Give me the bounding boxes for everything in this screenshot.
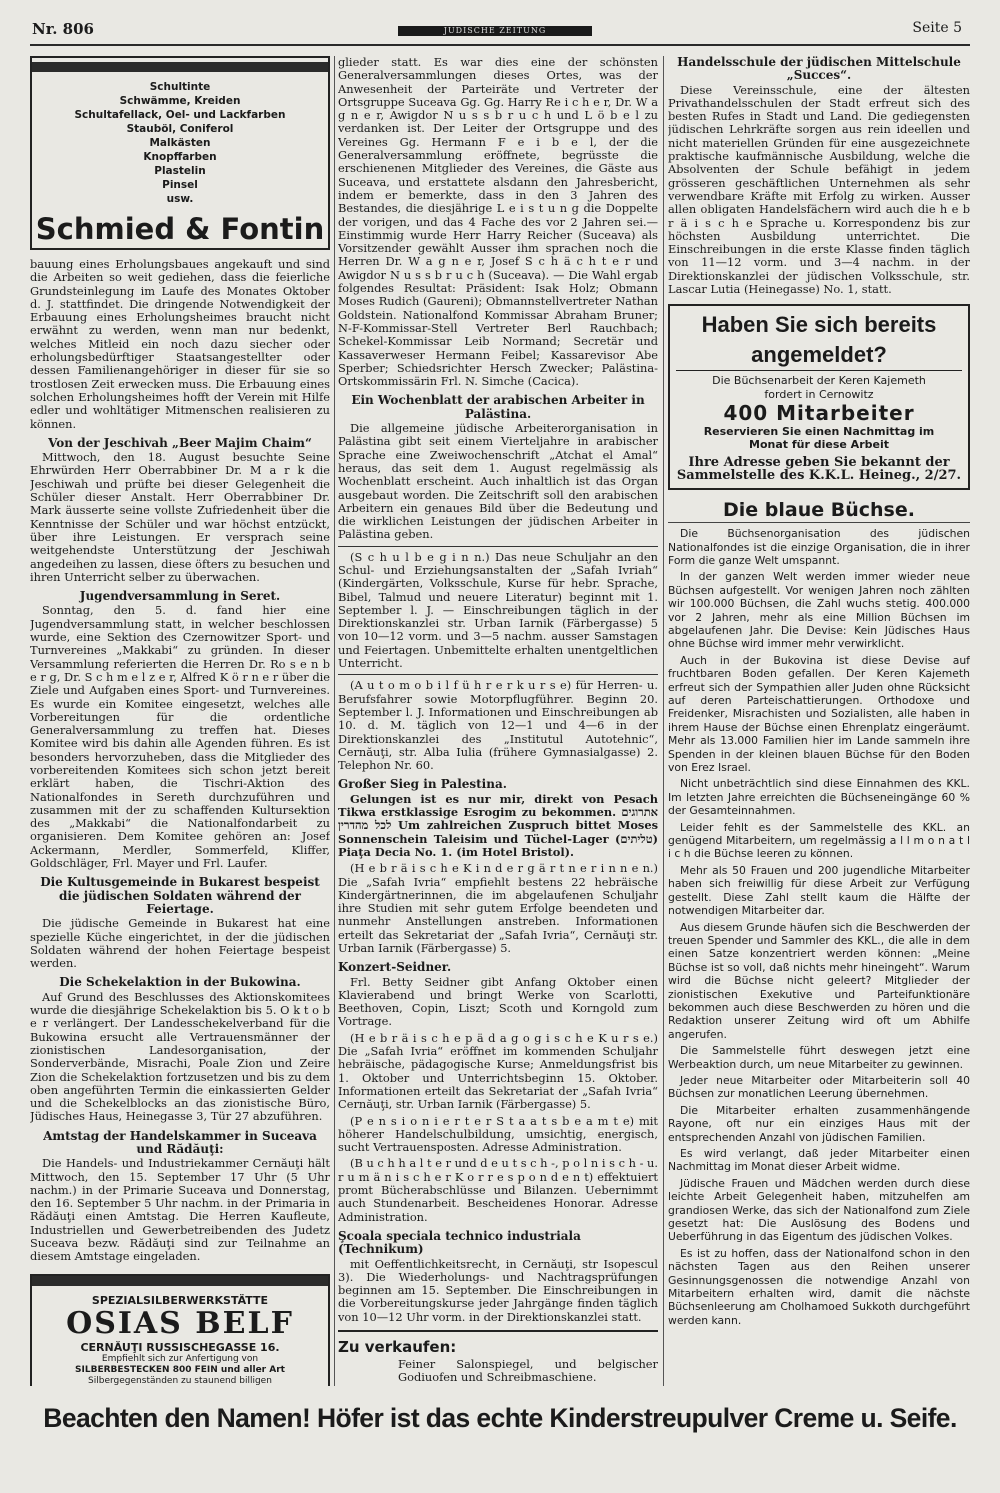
ad-line: Empfiehlt sich zur Anfertigung von xyxy=(101,1354,259,1365)
column-1 xyxy=(30,56,330,1386)
notice-paragraph: (A u t o m o b i l f ü h r e r k u r s e) für Herren- u. Berufsfahrer sowie Motorpflugführer. Beginn 20. September l. J. Informationen und Einschreibungen ab 10. d. M. täglich von 12—1 und 4—6 in der Direktionskanzlei des „Institutul Autotehnic“, Cernăuţi, str. Alba Iulia (frühere Gymnasialgasse) 2. Telephon Nr. 60. xyxy=(338,678,658,773)
article-heading: Ein Wochenblatt der arabischen Arbeiter in Palästina. xyxy=(351,393,645,421)
notice-paragraph: (B u c h h a l t e r und d e u t s c h -, p o l n i s c h - u. r u m ä n i s c h e r K o r r e s p o n d e n t) effektuiert promt Bücherabschlüsse und Bilanzen. Uebernimmt auch Stundenarbeit. Bescheidenes Honorar. Adresse Administration. xyxy=(338,1156,658,1224)
ad-line: Schwämme, Kreiden xyxy=(119,95,241,107)
article-heading: Die Schekelaktion in der Bukowina. xyxy=(59,975,301,990)
column-divider xyxy=(663,56,664,1386)
article-blaue-buechse xyxy=(668,498,970,1327)
classified-text: Feiner Salonspiegel, und belgischer Godiuofen und Schreibmaschiene. xyxy=(398,1357,658,1385)
classified-heading: Zu verkaufen: xyxy=(338,1338,457,1357)
ad-line: Stauböl, Coniferol xyxy=(126,123,234,135)
article-paragraph: Aus diesem Grunde häufen sich die Beschwerden der treuen Spender und Sammler des KKL., die alle in dem einen Satze konzentriert werden können: „Meine Büchse ist so voll, daß nichts mehr hineingeht“. Warum wird die Büchse nicht geleert? Mitglieder der zionistischen Exekutive und Parteifunktionäre bekommen auch diese Beschwerden zu hören und die Redaktion unserer Zeitung wird oft um Abhilfe angerufen. xyxy=(668,920,970,1041)
ad-company-name: OSIAS BELF xyxy=(66,1305,294,1341)
ad-company-name: Schmied & Fontin xyxy=(35,212,325,246)
divider xyxy=(338,1330,658,1332)
article-paragraph: Die Sammelstelle führt deswegen jetzt eine Werbeaktion durch, um neue Mitarbeiter zu gewinnen. xyxy=(668,1044,970,1071)
ad-address: CERNĂUŢI RUSSISCHEGASSE 16. xyxy=(80,1340,280,1354)
ad-line: Plastelin xyxy=(154,165,206,177)
article-paragraph: Diese Vereinsschule, eine der ältesten Privathandelsschulen der Stadt erfreut sich des besten Rufes in Stadt und Land. Die gediegensten jüdischen Lehrkräfte sorgen aus rein ideellen und nicht materiellen Gründen für eine ausgezeichnete praktische kaufmännische Ausbildung, welche die Absolventen der Schule befähigt in jedem grösseren geschäftlichen Unternehmen als sehr verwendbare Kräfte mit Erfolg zu wirken. Ausser allen obligaten Handelsfächern wird auch die h e b r ä i s c h e Sprache u. Korrespondenz bis zur höchsten Ausbildung unterrichtet. Die Einschreibungen in die erste Klasse finden täglich von 11—12 vorm. und 3—4 nachm. in der Direktionskanzlei der jüdischen Volksschule, str. Lascar Lutia (Heinegasse) No. 1, statt. xyxy=(668,82,970,297)
article-paragraph: In der ganzen Welt werden immer wieder neue Büchsen aufgestellt. Vor wenigen Jahren noch zählten wir 100.000 Büchsen, die Zahl wuchs stetig. 400.000 vor 2 Jahren, mehr als eine Million Büchsen im abgelaufenen Jahr. Die Devise: Kein Jüdisches Haus ohne Büchse wird immer mehr verwirklicht. xyxy=(668,570,970,651)
ad-line: Schultinte xyxy=(149,81,211,93)
article-paragraph: Auf Grund des Beschlusses des Aktionskomitees wurde die diesjährige Schekelaktion bis 5. O k t o b e r verlängert. Der Landesschekelverband für die Bukowina ersucht alle Vertrauensmänner der zionistischen Landesorganisation, der Sonderverbände, Misrachi, Poale Zion und Zeire Zion die Schekelaktion fortzusetzen und bis zu dem oben angeführten Termin die einkassierten Gelder und die Schekelblocks an das zionistische Büro, Jüdisches Haus, Heinegasse 3, Tür 27 abzuführen. xyxy=(30,989,330,1124)
page-label: Seite 5 xyxy=(912,20,962,36)
article-heading: Von der Jeschivah „Beer Majim Chaim“ xyxy=(48,435,312,450)
ad-bar xyxy=(32,1276,328,1286)
page-number: Nr. 806 xyxy=(32,20,94,38)
ad-mitarbeiter: 400 Mitarbeiter xyxy=(723,400,915,425)
article-paragraph: Mehr als 50 Frauen und 200 jugendliche Mitarbeiter haben sich freiwillig für diese Arbeit zur Verfügung gestellt. Diese Zahl stellt kaum die Hälfte der notwendigen Mitarbeiter dar. xyxy=(668,863,970,918)
ad-line: Reservieren Sie einen Nachmittag im xyxy=(703,424,935,438)
notice-paragraph: Frl. Betty Seidner gibt Anfang Oktober einen Klavierabend und bringt Werke von Scarlotti, Beethoven, Copin, Liszt; Scoth und Korngold zum Vortrage. xyxy=(338,974,658,1029)
divider xyxy=(338,546,658,547)
article-title: Die blaue Büchse. xyxy=(668,498,970,523)
ad-line: Silbergegenständen zu staunend billigen xyxy=(88,1376,272,1386)
ad-line: Knopffarben xyxy=(143,151,217,163)
notice-paragraph: Gelungen ist es nur mir, direkt von Pesach Tikwa erstklassige Esrogim zu bekommen. אתרוגים לכל מהדרין Um zahlreichen Zuspruch bittet Moses Sonnenschein Taleisim und Tüchel-Lager (טליתים) Piaţa Decia No. 1. (im Hotel Bristol). xyxy=(338,791,658,859)
notice-paragraph: (H e b r ä i s c h e p ä d a g o g i s c h e K u r s e.) Die „Safah Ivria“ eröffnet im kommenden Schuljahr hebräische, pädagogische Kurse; Anmeldungsfrist bis 1. Oktober und Unterrichtsbeginn 15. Oktober. Informationen erteilt das Sekretariat der „Safah Ivria“ Cernăuţi, str. Urban Iarnik (Färbergasse) 5. xyxy=(338,1030,658,1112)
article-paragraph: glieder statt. Es war dies eine der schönsten Generalversammlungen dieses Ortes, was der Anwesenheit der Parteiräte und Vertreter der Ortsgruppe Suceava Gg. Gg. Harry Re i c h e r, Dr. W a g n e r, Awigdor N u s s b r u c h und L ö b e l zu verdanken ist. Der Leiter der Ortsgruppe und des Vereines Gg. Hermann F e i b e l, der die Generalversammlung eröffnete, begrüsste die erschienenen Mitglieder des Vereines, die Gäste aus Suceava, und erstattete alsdann den Jahresbericht, indem er bemerkte, dass in den 3 Jahren des Bestandes, die diesjährige L e i s t u n g die Doppelte der vorigen, und das 4 Fache des vor 2 Jahren sei.—Einstimmig wurde Herr Harry Reicher (Suceava) als Vorsitzender gewählt Ausser ihm sprachen noch die Herren Dr. W a g n e r, Josef S c h ä c h t e r und Awigdor N u s s b r u c h (Suceava). — Die Wahl ergab folgendes Resultat: Präsident: Isak Holz; Obmann Moses Rudich (Gaureni); Obmannstellvertreter Nathan Goldstein. Nationalfond Kommissar Abraham Bruner; N-F-Kommissar-Stell Vertreter Berl Rauchbach; Schekel-Kommissar Leib Normand; Secretär und Kassaverweser Hermann Feibel; Kassarevisor Abe Sperber; Schiedsrichter Hersch Zwecker; Palästina-Ortskommissärin Frl. N. Simche (Cacica). xyxy=(338,56,658,389)
article-paragraph: Leider fehlt es der Sammelstelle des KKL. an genügend Mitarbeitern, um regelmässig a l l m o n a t l i c h die Büchse leeren zu können. xyxy=(668,820,970,861)
ad-osias-belf xyxy=(30,1274,330,1386)
notice-paragraph: (P e n s i o n i e r t e r S t a a t s b e a m t e) mit höherer Handelschulbildung, umsichtig, energisch, sucht Vertrauensposten. Adresse Administration. xyxy=(338,1113,658,1155)
article-heading: Die Kultusgemeinde in Bukarest bespeist die jüdischen Soldaten während der Feiertage. xyxy=(40,875,320,916)
column-3 xyxy=(668,56,970,1386)
masthead: JÜDISCHE ZEITUNG xyxy=(398,26,592,36)
article-paragraph: Es ist zu hoffen, dass der Nationalfond schon in den nächsten Tagen aus den Reihen unserer Gesinnungsgenossen die notwendige Anzahl von Mitarbeitern erhalten wird, damit die nächste Büchsenleerung am Cholhamoed Sukkoth durchgeführt werden kann. xyxy=(668,1246,970,1327)
article-heading: Handelsschule der jüdischen Mittelschule „Succes“. xyxy=(677,56,961,83)
article-paragraph: Jüdische Frauen und Mädchen werden durch diese leichte Arbeit Gelegenheit haben, mitzuhelfen am grandiosen Werke, das sich der Nationalfond zum Ziele gesetzt hat: Die Auslösung des Bodens und Ueberführung in das Eigentum des jüdischen Volkes. xyxy=(668,1176,970,1244)
divider xyxy=(338,674,658,675)
article-paragraph: Die Handels- und Industriekammer Cernăuţi hält Mittwoch, den 15. September 17 Uhr (5 Uhr nachm.) in der Primarie Suceava und Donnerstag, den 16. September 5 Uhr nachm. in der Primaria in Rădăuţi einen Amtstag. Die Herren Kaufleute, Industriellen und Gewerbetreibenden des Judetz Suceava bezw. Rădăuţi sind zur Teilnahme an diesem Amtstage eingeladen. xyxy=(30,1156,330,1264)
ad-line: Sammelstelle des K.K.L. Heineg., 2/27. xyxy=(676,467,962,483)
article-paragraph: Jeder neue Mitarbeiter oder Mitarbeiterin soll 40 Büchsen zur monatlichen Leerung übernehmen. xyxy=(668,1073,970,1101)
ad-line: Pinsel xyxy=(162,179,198,191)
footer-advertisement: Beachten den Namen! Höfer ist das echte Kinderstreupulver Creme u. Seife. xyxy=(43,1403,957,1433)
article-paragraph: Die allgemeine jüdische Arbeiterorganisation in Palästina gibt seit einem Vierteljahre in arabischer Sprache eine Zweiwochenschrift „Atchat el Amal“ heraus, das seit dem 1. August regelmässig als Wochenblatt erscheint. Auch inhaltlich ist das Organ ausgebaut worden. Die Zeitschrift soll den arabischen Arbeitern ein genaues Bild über die Bedeutung und die wirklichen Leistungen der jüdischen Arbeiter in Palästina geben. xyxy=(338,421,658,542)
notice-paragraph: (S c h u l b e g i n n.) Das neue Schuljahr an den Schul- und Erziehungsanstalten der „Safah Ivriah“ (Kindergärten, Volksschule, Kurse für hebr. Sprache, Bibel, Talmud und neuere Literatur) beginnt mit 1. September l. J. — Einschreibungen täglich in der Direktionskanzlei str. Urban Iarnik (Färbergasse) 5 von 10—12 vorm. und 3—5 nachm. ausser Samstagen und Feiertagen. Unbemittelte erhalten unentgeltlichen Unterricht. xyxy=(338,549,658,671)
article-paragraph: Mittwoch, den 18. August besuchte Seine Ehrwürden Herr Oberrabbiner Dr. M a r k die Jeschiwah und prüfte bei dieser Gelegenheit die Schüler dieser Anstalt. Herr Oberrabbiner Dr. Mark äusserte seine vollste Zufriedenheit über die Kenntnisse der Schüler und war höchst entzückt, über ihre Leistungen. Er versprach seine weitgehendste Unterstützung der Jeschiwah angedeihen zu lassen, diese öfters zu besuchen und ihren Unterricht selber zu überwachen. xyxy=(30,450,330,584)
article-heading: Amtstag der Handelskammer in Suceava und Rădăuţi: xyxy=(43,1128,317,1156)
article-paragraph: Auch in der Bukovina ist diese Devise auf fruchtbaren Boden gefallen. Der Keren Kajemeth erfreut sich der Sympathien aller Juden ohne Rücksicht auf deren Parteischattierungen. Orthodoxe und Freidenker, Misrachisten und Sozialisten, alle haben in ihrem Hause der Büchse einen Ehrenplatz eingeräumt. Mehr als 13.000 Familien hier im Lande sammeln ihre Spenden in der kleinen blauen Büchse für den Boden von Erez Israel. xyxy=(668,653,970,775)
article-paragraph: Die jüdische Gemeinde in Bukarest hat eine spezielle Küche eingerichtet, in der die jüdischen Soldaten während der hohen Feiertage bespeist werden. xyxy=(30,916,330,971)
ad-line: Monat für diese Arbeit xyxy=(749,438,889,452)
ad-line: Schultafellack, Oel- und Lackfarben xyxy=(74,109,286,121)
column-divider xyxy=(334,56,335,1386)
ad-bar xyxy=(32,62,328,72)
ad-line: SILBERBESTECKEN 800 FEIN und aller Art xyxy=(75,1365,285,1376)
article-heading: Konzert-Seidner. xyxy=(338,960,452,975)
article-paragraph: Die Mitarbeiter erhalten zusammenhängende Rayone, oft nur ein einziges Haus mit der entsprechenden Anzahl von jüdischen Familien. xyxy=(668,1103,970,1144)
article-paragraph: bauung eines Erholungsbaues angekauft und sind die Arbeiten so weit gediehen, dass die feierliche Grundsteinlegung im Laufe des Monates Oktober d. J. stattfindet. Die dringende Notwendigkeit der Erbauung eines Erholungsheimes braucht nicht erwähnt zu werden, wenn man nur bedenkt, welches Mitleid ein noch dazu siecher oder erholungsbedürftiger Staatsangestellter oder dessen Familienangehöriger in dieser für sie so trostlosen Zeit erwecken muss. Die Erbauung eines solchen Erholungsheimes hofft der Verein mit Hilfe edler und wohltätiger Mitmenschen realisieren zu können. xyxy=(30,257,330,431)
ad-line: Malkästen xyxy=(149,137,211,149)
ad-line: SPEZIALSILBERWERKSTÄTTE xyxy=(91,1293,269,1307)
ad-line: usw. xyxy=(166,193,194,205)
article-heading: Jugendversammlung in Seret. xyxy=(79,589,281,604)
ad-schmied-fontin xyxy=(30,56,330,250)
notice-paragraph: (H e b r ä i s c h e K i n d e r g ä r t n e r i n n e n.) Die „Safah Ivria“ empfiehlt bestens 22 hebräische Kindergärtnerinnen, die im abgelaufenen Schuljahr ihre Studien mit sehr gutem Erfolge beendeten und nunmehr Anstellungen anstreben. Informationen erteilt das Sekretariat der „Safah Ivria“, Cernăuţi str. Urban Iarnik (Färbergasse) 5. xyxy=(338,861,658,955)
ad-headline: Haben Sie sich bereits angemeldet? xyxy=(676,310,962,371)
article-heading: Großer Sieg in Palestina. xyxy=(338,777,507,792)
notice-paragraph: mit Oeffentlichkeitsrecht, in Cernăuţi, str Isopescul 3). Die Wiederholungs- und Nachtragsprüfungen beginnen am 15. September. Die Einschreibungen in die Vorbereitungskurse jeder Jahrgänge finden täglich von 10—12 Uhr vorm. in der Direktionskanzlei statt. xyxy=(338,1256,658,1324)
article-paragraph: Die Büchsenorganisation des jüdischen Nationalfondes ist die einzige Organisation, die in ihrer Form die ganze Welt umspannt. xyxy=(668,527,970,567)
ad-line: Die Büchsenarbeit der Keren Kajemeth xyxy=(712,374,926,388)
article-heading: Şcoala speciala technico industriala (Technikum) xyxy=(338,1228,581,1257)
article-paragraph: Nicht unbeträchtlich sind diese Einnahmen des KKL. Im letzten Jahre erreichten die Büchseneingänge 60 % der Gesamteinnahmen. xyxy=(668,777,970,818)
article-paragraph: Sonntag, den 5. d. fand hier eine Jugendversammlung statt, in welcher beschlossen wurde, eine Sektion des Czernowitzer Sport- und Turnvereines „Makkabi“ zu gründen. In dieser Versammlung referierten die Herren Dr. Ro s e n b e r g, Dr. S c h m e l z e r, Alfred K ö r n e r über die Ziele und Aufgaben eines Sport- und Turnvereines. Es wurde ein Komitee eingesetzt, welches alle Vorbereitungen für die ordentliche Generalversammlung zu treffen hat. Dieses Komitee wird bis dahin alle Agenden führen. Es ist besonders hervorzuheben, dass die Mitglieder des vorbereitenden Komitees sich schon jetzt bereit erklärt haben, die Tischri-Aktion des Nationalfondes in Sereth durchzuführen und zusammen mit der zu schaffenden Kultursektion des „Makkabi“ die Nationalfondarbeit zu organisieren. Dem Komitee gehören an: Josef Ackermann, Merdler, Sommerfeld, Kliffer, Goldschläger, Frl. Mayer und Frl. Laufer. xyxy=(30,603,330,871)
ad-line: Ihre Adresse geben Sie bekannt der xyxy=(688,454,950,470)
article-paragraph: Es wird verlangt, daß jeder Mitarbeiter einen Nachmittag im Monat dieser Arbeit widme. xyxy=(668,1147,970,1174)
column-2 xyxy=(338,56,658,1386)
header-rule xyxy=(30,44,970,46)
ad-keren-kajemeth xyxy=(668,304,970,490)
ad-line: fordert in Cernowitz xyxy=(764,387,874,401)
